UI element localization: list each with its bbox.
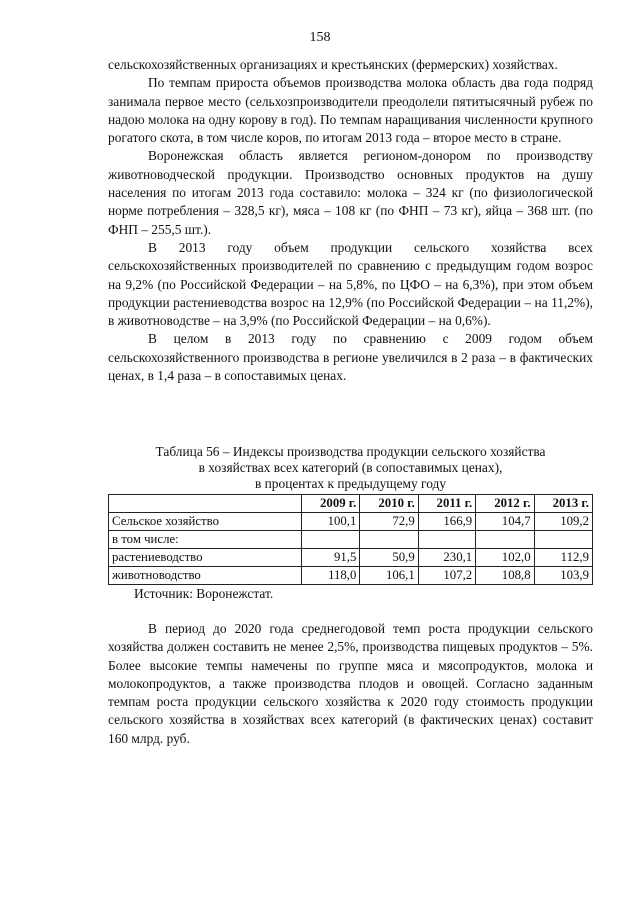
paragraph: сельскохозяйственных организациях и крестьянских (фермерских) хозяйствах. — [108, 57, 558, 72]
table-cell: 112,9 — [534, 549, 592, 567]
paragraph: По темпам прироста объемов производства молока область два года подряд занимала первое место (сельхозпроизводители преодолели пятитысячный рубеж по надою молока на одну корову в год). По темпам наращивания численности крупного рогатого скота, в том числе коров, по итогам 2013 года – второе место в стране. — [108, 75, 593, 146]
table-header-cell: 2010 г. — [360, 495, 418, 513]
table-header-cell: 2013 г. — [534, 495, 592, 513]
table-cell: 107,2 — [418, 567, 475, 585]
table-cell — [360, 531, 418, 549]
table-cell: 103,9 — [534, 567, 592, 585]
row-label: Сельское хозяйство — [109, 513, 302, 531]
table-cell — [476, 531, 534, 549]
table-cell: 166,9 — [418, 513, 475, 531]
table-cell: 106,1 — [360, 567, 418, 585]
table-cell — [534, 531, 592, 549]
body-text-bottom — [108, 620, 593, 748]
table-cell: 104,7 — [476, 513, 534, 531]
table-cell: 118,0 — [302, 567, 360, 585]
row-label: растениеводство — [109, 549, 302, 567]
row-label: животноводство — [109, 567, 302, 585]
table-cell: 230,1 — [418, 549, 475, 567]
table-cell — [302, 531, 360, 549]
table-header-cell — [109, 495, 302, 513]
table-cell: 108,8 — [476, 567, 534, 585]
table-cell: 91,5 — [302, 549, 360, 567]
table-cell — [418, 531, 475, 549]
page-number: 158 — [309, 30, 331, 45]
table-source: Источник: Воронежстат. — [134, 586, 274, 601]
table-caption-line: Таблица 56 – Индексы производства продукции сельского хозяйства — [155, 444, 546, 459]
table-row — [109, 531, 593, 549]
production-index-table — [108, 494, 593, 585]
row-label: в том числе: — [109, 531, 302, 549]
table-caption-line: в хозяйствах всех категорий (в сопоставимых ценах), — [198, 460, 503, 475]
table-caption — [108, 444, 593, 492]
paragraph: В целом в 2013 году по сравнению с 2009 годом объем сельскохозяйственного производства в регионе увеличился в 2 раза – в фактических ценах, в 1,4 раза – в сопоставимых ценах. — [108, 331, 593, 384]
table-header-cell: 2009 г. — [302, 495, 360, 513]
table-header-cell: 2011 г. — [418, 495, 475, 513]
table-row — [109, 567, 593, 585]
table-cell: 72,9 — [360, 513, 418, 531]
body-text-top — [108, 56, 593, 385]
table-cell: 50,9 — [360, 549, 418, 567]
paragraph: Воронежская область является регионом-донором по производству животноводческой продукции. Производство основных продуктов на душу населения по итогам 2013 года составило: молока – 324 кг (по физиологической норме потребления – 328,5 кг), мяса – 108 кг (по ФНП – 73 кг), яйца – 368 шт. (по ФНП – 255,5 шт.). — [108, 148, 593, 237]
table-header-row — [109, 495, 593, 513]
table-row — [109, 549, 593, 567]
paragraph: В период до 2020 года среднегодовой темп роста продукции сельского хозяйства должен составить не менее 2,5%, производства пищевых продуктов – 5%. Более высокие темпы намечены по группе мяса и мясопродуктов, молока и молокопродуктов, а также производства плодов и овощей. Согласно заданным темпам роста продукции сельского хозяйства к 2020 году стоимость продукции сельского хозяйства в хозяйствах всех категорий (в фактических ценах) составит 160 млрд. руб. — [108, 621, 593, 746]
table-cell: 100,1 — [302, 513, 360, 531]
table-header-cell: 2012 г. — [476, 495, 534, 513]
paragraph: В 2013 году объем продукции сельского хозяйства всех сельскохозяйственных производителей по сравнению с предыдущим годом возрос на 9,2% (по Российской Федерации – на 5,8%, по ЦФО – на 6,3%), при этом объем продукции растениеводства возрос на 12,9% (по Российской Федерации – на 11,2%), в животноводстве – на 3,9% (по Российской Федерации – на 0,6%). — [108, 239, 593, 329]
table-row — [109, 513, 593, 531]
table-caption-line: в процентах к предыдущему году — [254, 476, 447, 491]
table-cell: 109,2 — [534, 513, 592, 531]
table-cell: 102,0 — [476, 549, 534, 567]
